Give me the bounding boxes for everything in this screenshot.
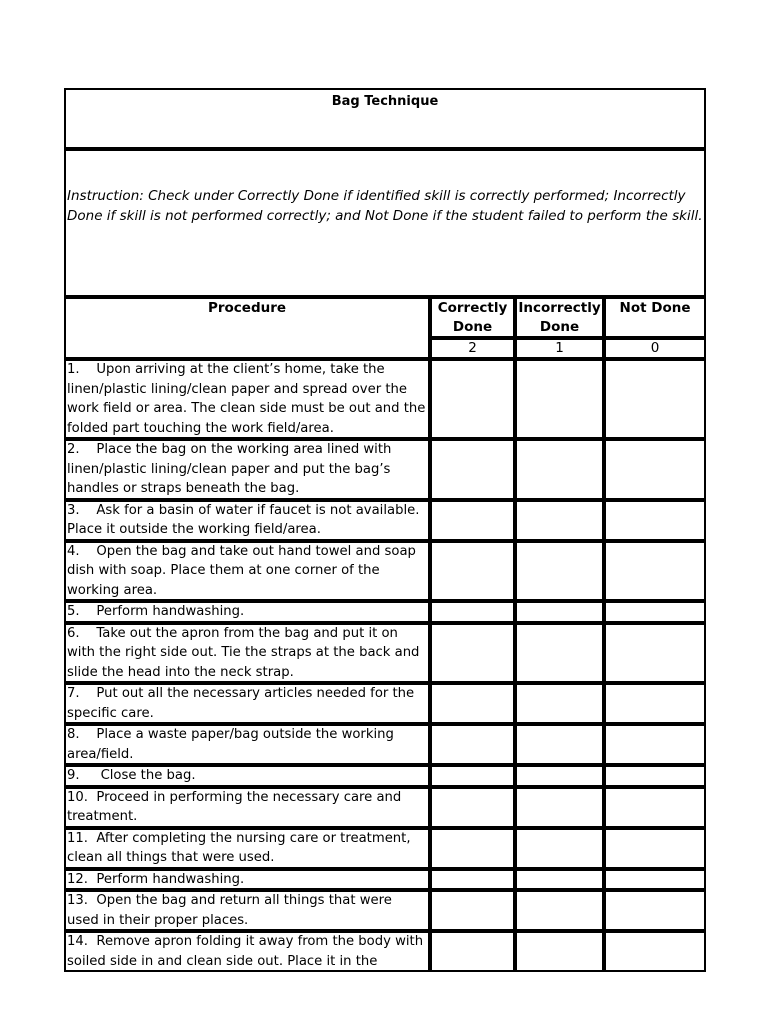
not-done-checkbox-cell[interactable] bbox=[604, 601, 706, 623]
table-row bbox=[64, 869, 706, 891]
table-row bbox=[64, 439, 706, 500]
correctly-done-checkbox-cell[interactable] bbox=[430, 541, 515, 602]
procedure-step bbox=[64, 765, 430, 787]
step-number: 13. bbox=[67, 893, 88, 908]
table-row bbox=[64, 601, 706, 623]
table-row bbox=[64, 359, 706, 439]
table-row bbox=[64, 541, 706, 602]
not-done-header: Not Done bbox=[604, 297, 706, 338]
step-number: 3. bbox=[67, 502, 80, 518]
step-text: Take out the apron from the bag and put it on with the right side out. Tie the straps at the back and slide the head into the neck strap. bbox=[67, 625, 420, 680]
procedure-step bbox=[64, 359, 430, 439]
instruction-text: Instruction: Check under Correctly Done if identified skill is correctly performed; Incorrectly Done if skill is not performed correctly; and Not Done if the student failed to perform the skill. bbox=[64, 149, 706, 297]
step-number: 1. bbox=[67, 362, 80, 377]
procedure-step bbox=[64, 787, 430, 828]
incorrectly-done-checkbox-cell[interactable] bbox=[515, 623, 604, 684]
correctly-done-checkbox-cell[interactable] bbox=[430, 359, 515, 439]
step-number: 2. bbox=[67, 442, 80, 457]
table-row bbox=[64, 890, 706, 931]
step-text: Ask for a basin of water if faucet is not available. Place it outside the working field/area. bbox=[67, 502, 420, 537]
procedure-step bbox=[64, 890, 430, 931]
incorrectly-done-checkbox-cell[interactable] bbox=[515, 724, 604, 765]
not-done-checkbox-cell[interactable] bbox=[604, 828, 706, 869]
step-number: 8. bbox=[67, 727, 80, 742]
step-text: After completing the nursing care or treatment, clean all things that were used. bbox=[67, 830, 411, 865]
step-number: 6. bbox=[67, 625, 80, 641]
step-text: Upon arriving at the client’s home, take the linen/plastic lining/clean paper and spread over the work field or area. The clean side must be out and the folded part touching the work field/area. bbox=[67, 362, 426, 436]
not-done-checkbox-cell[interactable] bbox=[604, 439, 706, 500]
step-number: 10. bbox=[67, 789, 88, 805]
step-number: 7. bbox=[67, 686, 80, 701]
correctly-done-checkbox-cell[interactable] bbox=[430, 869, 515, 891]
step-number: 12. bbox=[67, 871, 88, 887]
not-done-score: 0 bbox=[604, 338, 706, 359]
table-row bbox=[64, 683, 706, 724]
evaluation-form bbox=[64, 88, 706, 969]
correctly-done-checkbox-cell[interactable] bbox=[430, 828, 515, 869]
correctly-done-checkbox-cell[interactable] bbox=[430, 439, 515, 500]
procedure-step bbox=[64, 869, 430, 891]
correctly-done-score: 2 bbox=[430, 338, 515, 359]
incorrectly-done-checkbox-cell[interactable] bbox=[515, 439, 604, 500]
incorrectly-done-checkbox-cell[interactable] bbox=[515, 787, 604, 828]
not-done-checkbox-cell[interactable] bbox=[604, 359, 706, 439]
table-row bbox=[64, 765, 706, 787]
form-title: Bag Technique bbox=[64, 88, 706, 149]
procedure-step bbox=[64, 601, 430, 623]
incorrectly-done-checkbox-cell[interactable] bbox=[515, 931, 604, 972]
incorrectly-done-score: 1 bbox=[515, 338, 604, 359]
incorrectly-done-checkbox-cell[interactable] bbox=[515, 683, 604, 724]
not-done-checkbox-cell[interactable] bbox=[604, 541, 706, 602]
not-done-checkbox-cell[interactable] bbox=[604, 869, 706, 891]
table-row bbox=[64, 931, 706, 972]
correctly-done-checkbox-cell[interactable] bbox=[430, 931, 515, 972]
correctly-done-checkbox-cell[interactable] bbox=[430, 724, 515, 765]
step-text: Place the bag on the working area lined with linen/plastic lining/clean paper and put the bag’s handles or straps beneath the bag. bbox=[67, 442, 392, 496]
procedure-step bbox=[64, 541, 430, 602]
step-number: 4. bbox=[67, 543, 80, 559]
procedure-header: Procedure bbox=[64, 297, 430, 359]
not-done-checkbox-cell[interactable] bbox=[604, 787, 706, 828]
incorrectly-done-checkbox-cell[interactable] bbox=[515, 359, 604, 439]
not-done-checkbox-cell[interactable] bbox=[604, 765, 706, 787]
correctly-done-checkbox-cell[interactable] bbox=[430, 500, 515, 541]
correctly-done-checkbox-cell[interactable] bbox=[430, 890, 515, 931]
step-number: 14. bbox=[67, 934, 88, 949]
not-done-checkbox-cell[interactable] bbox=[604, 890, 706, 931]
table-row bbox=[64, 787, 706, 828]
procedure-step bbox=[64, 683, 430, 724]
incorrectly-done-header: Incorrectly Done bbox=[515, 297, 604, 338]
table-row bbox=[64, 500, 706, 541]
correctly-done-checkbox-cell[interactable] bbox=[430, 601, 515, 623]
incorrectly-done-checkbox-cell[interactable] bbox=[515, 869, 604, 891]
step-text: Open the bag and return all things that were used in their proper places. bbox=[67, 893, 392, 928]
correctly-done-header: Correctly Done bbox=[430, 297, 515, 338]
incorrectly-done-checkbox-cell[interactable] bbox=[515, 601, 604, 623]
not-done-checkbox-cell[interactable] bbox=[604, 623, 706, 684]
correctly-done-checkbox-cell[interactable] bbox=[430, 683, 515, 724]
step-text: Remove apron folding it away from the body with soiled side in and clean side out. Place it in the bbox=[67, 934, 424, 969]
checklist-table bbox=[64, 88, 706, 972]
procedure-step bbox=[64, 439, 430, 500]
not-done-checkbox-cell[interactable] bbox=[604, 683, 706, 724]
step-text: Close the bag. bbox=[100, 768, 196, 783]
procedure-step bbox=[64, 623, 430, 684]
step-text: Open the bag and take out hand towel and soap dish with soap. Place them at one corner of the working area. bbox=[67, 543, 416, 598]
step-text: Place a waste paper/bag outside the working area/field. bbox=[67, 727, 394, 762]
incorrectly-done-checkbox-cell[interactable] bbox=[515, 500, 604, 541]
not-done-checkbox-cell[interactable] bbox=[604, 931, 706, 972]
step-text: Perform handwashing. bbox=[96, 604, 245, 619]
table-row bbox=[64, 724, 706, 765]
step-text: Perform handwashing. bbox=[96, 871, 245, 887]
incorrectly-done-checkbox-cell[interactable] bbox=[515, 765, 604, 787]
step-number: 11. bbox=[67, 830, 88, 846]
step-number: 9. bbox=[67, 768, 80, 783]
correctly-done-checkbox-cell[interactable] bbox=[430, 765, 515, 787]
table-row bbox=[64, 828, 706, 869]
procedure-step bbox=[64, 724, 430, 765]
incorrectly-done-checkbox-cell[interactable] bbox=[515, 541, 604, 602]
step-number: 5. bbox=[67, 604, 80, 619]
step-text: Proceed in performing the necessary care and treatment. bbox=[67, 789, 402, 824]
not-done-checkbox-cell[interactable] bbox=[604, 500, 706, 541]
correctly-done-checkbox-cell[interactable] bbox=[430, 787, 515, 828]
procedure-step bbox=[64, 500, 430, 541]
step-text: Put out all the necessary articles needed for the specific care. bbox=[67, 686, 415, 721]
procedure-step bbox=[64, 828, 430, 869]
incorrectly-done-checkbox-cell[interactable] bbox=[515, 890, 604, 931]
incorrectly-done-checkbox-cell[interactable] bbox=[515, 828, 604, 869]
not-done-checkbox-cell[interactable] bbox=[604, 724, 706, 765]
procedure-step bbox=[64, 931, 430, 972]
table-row bbox=[64, 623, 706, 684]
correctly-done-checkbox-cell[interactable] bbox=[430, 623, 515, 684]
